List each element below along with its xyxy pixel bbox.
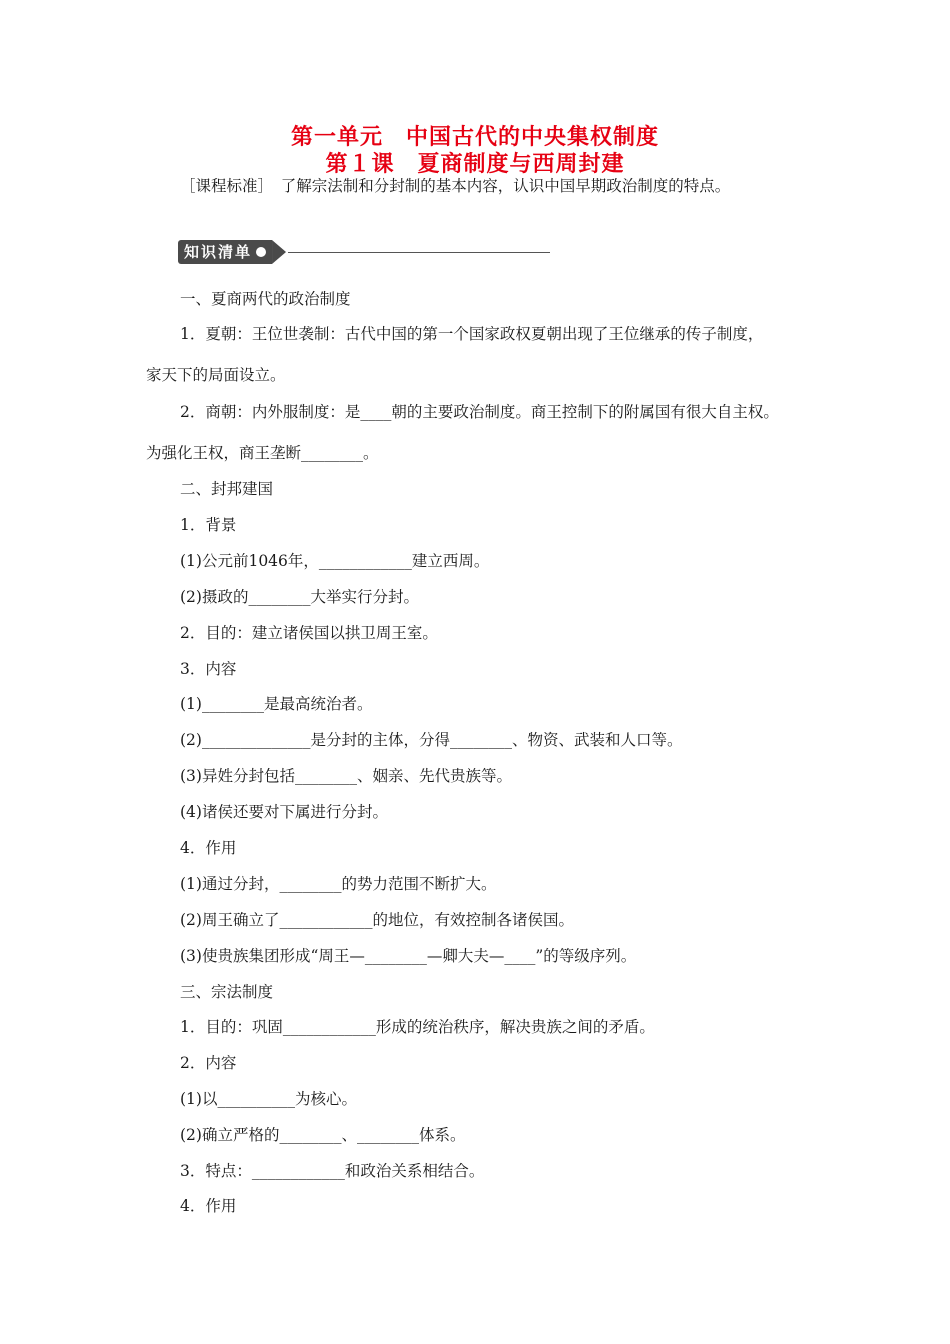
bullet-dot-icon: [256, 247, 266, 257]
text-line: 家天下的局面设立。: [146, 366, 286, 384]
banner-arrow-icon: [272, 240, 286, 264]
section-heading: 一、夏商两代的政治制度: [180, 290, 351, 308]
text-line: (3)使贵族集团形成“周王—________—卿大夫—____”的等级序列。: [180, 947, 637, 965]
text-line: 4．作用: [180, 1197, 237, 1215]
text-line: 1．目的：巩固____________形成的统治秩序，解决贵族之间的矛盾。: [180, 1018, 655, 1036]
text-line: (3)异姓分封包括________、姻亲、先代贵族等。: [180, 767, 512, 785]
text-line: (2)周王确立了____________的地位，有效控制各诸侯国。: [180, 911, 574, 929]
banner-label-box: [178, 240, 272, 264]
text-line: 为强化王权，商王垄断________。: [146, 444, 379, 462]
text-line: 1．背景: [180, 516, 237, 534]
text-line: 2．目的：建立诸侯国以拱卫周王室。: [180, 624, 438, 642]
section-heading: 三、宗法制度: [180, 983, 274, 1001]
text-line: (2)确立严格的________、________体系。: [180, 1126, 466, 1144]
knowledge-banner: [178, 240, 550, 264]
text-line: (2)______________是分封的主体，分得________、物资、武装和人口等。: [180, 731, 683, 749]
text-line: (1)通过分封，________的势力范围不断扩大。: [180, 875, 497, 893]
banner-label: 知识清单: [184, 243, 253, 261]
text-line: (4)诸侯还要对下属进行分封。: [180, 803, 388, 821]
text-line: (1)________是最高统治者。: [180, 695, 373, 713]
banner-rule: [288, 252, 550, 253]
unit-title: 第一单元 中国古代的中央集权制度: [290, 125, 659, 150]
text-line: (1)以__________为核心。: [180, 1090, 357, 1108]
lesson-title: 第１课 夏商制度与西周封建: [325, 152, 625, 177]
text-line: 3．内容: [180, 660, 237, 678]
text-line: 2．商朝：内外服制度：是____朝的主要政治制度。商王控制下的附属国有很大自主权。: [180, 403, 779, 421]
text-line: (1)公元前1046年，____________建立西周。: [180, 552, 490, 570]
section-heading: 二、封邦建国: [180, 480, 274, 498]
text-line: 4．作用: [180, 839, 237, 857]
text-line: 1．夏朝：王位世袭制：古代中国的第一个国家政权夏朝出现了王位继承的传子制度，: [180, 325, 764, 343]
course-standard: ［课程标准］ 了解宗法制和分封制的基本内容，认识中国早期政治制度的特点。: [180, 177, 731, 195]
text-line: 3．特点：____________和政治关系相结合。: [180, 1162, 485, 1180]
text-line: 2．内容: [180, 1054, 237, 1072]
text-line: (2)摄政的________大举实行分封。: [180, 588, 419, 606]
